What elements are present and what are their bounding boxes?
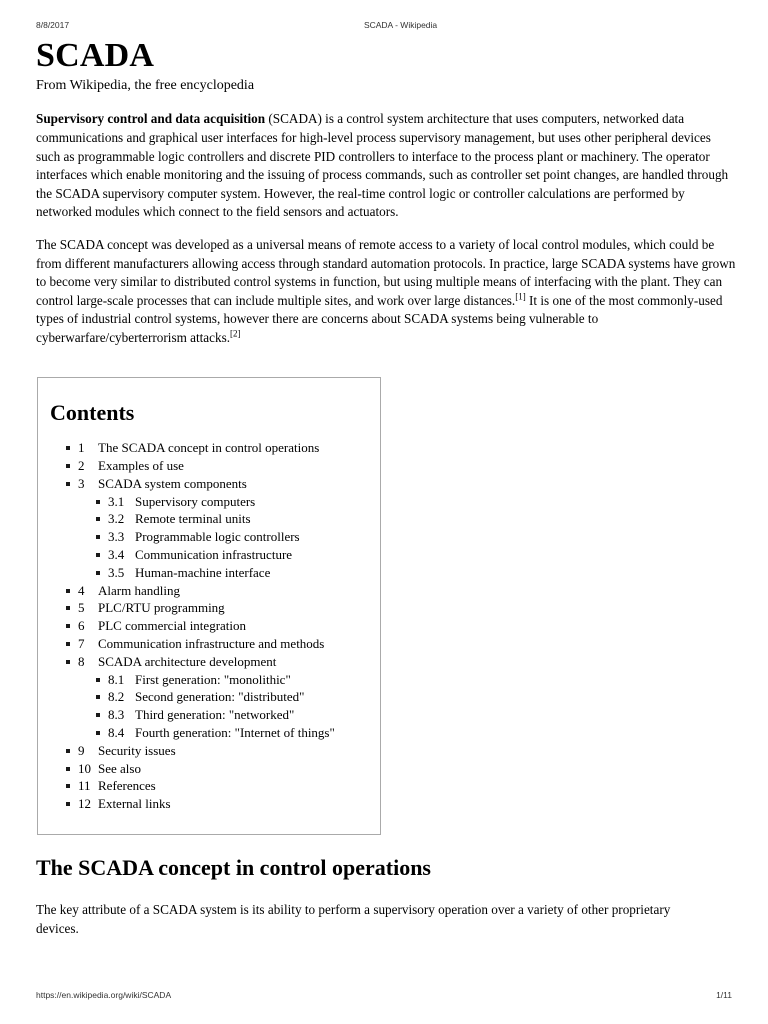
toc-item-label: Communication infrastructure	[135, 546, 293, 562]
second-paragraph	[36, 236, 736, 348]
toc-item-label: See also	[98, 760, 141, 776]
toc-item[interactable]	[78, 475, 380, 582]
bullet-icon	[66, 446, 70, 450]
bullet-icon	[96, 517, 100, 521]
toc-item-label: PLC/RTU programming	[98, 600, 225, 616]
citation-link-1[interactable]: [1]	[515, 291, 526, 302]
second-paragraph-part-1: The SCADA concept was developed as a universal means of remote access to a variety of local control modules, which could be from different manufacturers allowing access through standard automation protocols. In practice, large SCADA systems have grown to become very similar to distributed control systems in function, but using multiple means of interfacing with the plant. They can control large-scale processes that can include multiple sites, and work over large distances.	[36, 237, 736, 308]
bullet-icon	[96, 571, 100, 575]
toc-item[interactable]	[108, 510, 380, 528]
toc-item[interactable]	[78, 777, 380, 795]
toc-item[interactable]	[108, 706, 380, 724]
toc-item-row	[78, 742, 176, 760]
toc-item-number: 2	[78, 457, 85, 473]
toc-item-label: References	[98, 778, 156, 794]
print-footer	[36, 988, 732, 1002]
bullet-icon	[66, 749, 70, 753]
toc-item[interactable]	[108, 493, 380, 511]
toc-item-number: 8.3	[108, 707, 125, 723]
toc-item-label: Supervisory computers	[135, 493, 256, 509]
toc-item-row	[78, 760, 141, 778]
print-date: 8/8/2017	[36, 20, 70, 30]
closing-paragraph: The key attribute of a SCADA system is its ability to perform a supervisory operation over a variety of other proprietary devices.	[36, 902, 671, 936]
toc-item-number: 8.4	[108, 724, 125, 740]
toc-title: Contents	[50, 400, 135, 425]
toc-item[interactable]	[108, 546, 380, 564]
toc-item[interactable]	[78, 635, 380, 653]
toc-item[interactable]	[108, 688, 380, 706]
toc-item-number: 10	[78, 760, 91, 776]
bullet-icon	[66, 642, 70, 646]
bullet-icon	[66, 660, 70, 664]
toc-item-number: 9	[78, 742, 85, 758]
page-number: 1/11	[716, 990, 732, 1000]
toc-sublist	[78, 493, 380, 582]
toc-item-row	[108, 706, 294, 724]
toc-item-number: 3	[78, 475, 85, 491]
toc-item-number: 5	[78, 600, 85, 616]
toc-item[interactable]	[78, 617, 380, 635]
section-heading: The SCADA concept in control operations	[36, 855, 431, 880]
toc-item[interactable]	[78, 457, 380, 475]
bullet-icon	[66, 767, 70, 771]
toc-item-label: Security issues	[98, 742, 176, 758]
toc-item-row	[78, 457, 184, 475]
toc-item[interactable]	[78, 653, 380, 742]
table-of-contents	[37, 377, 381, 835]
print-document-title: SCADA - Wikipedia	[363, 20, 438, 30]
bullet-icon	[66, 464, 70, 468]
toc-item-label: The SCADA concept in control operations	[98, 440, 320, 456]
toc-item-number: 11	[78, 778, 91, 794]
bullet-icon	[96, 731, 100, 735]
toc-item-number: 8	[78, 653, 85, 669]
article-body	[36, 38, 736, 362]
toc-item-number: 8.1	[108, 671, 125, 687]
citation-link-2[interactable]: [2]	[230, 328, 241, 339]
toc-item-row	[78, 475, 247, 493]
toc-item-row	[78, 599, 225, 617]
article-subtitle: From Wikipedia, the free encyclopedia	[36, 77, 255, 93]
toc-item-label: SCADA system components	[98, 475, 247, 491]
toc-item-label: Human-machine interface	[135, 564, 271, 580]
toc-item-number: 3.4	[108, 546, 125, 562]
toc-item-row	[78, 439, 319, 457]
bullet-icon	[66, 624, 70, 628]
toc-item-number: 3.1	[108, 493, 125, 509]
toc-item-label: Examples of use	[98, 457, 184, 473]
bullet-icon	[96, 678, 100, 682]
toc-item-row	[78, 582, 180, 600]
toc-item-number: 3.5	[108, 564, 125, 580]
toc-item-label: Remote terminal units	[135, 511, 251, 527]
toc-item-number: 12	[78, 796, 91, 812]
bullet-icon	[66, 606, 70, 610]
toc-sublist	[78, 671, 380, 742]
toc-item[interactable]	[78, 582, 380, 600]
page-title: SCADA	[36, 37, 155, 74]
toc-item-row	[78, 617, 246, 635]
toc-item-number: 4	[78, 582, 85, 598]
toc-item-row	[108, 724, 335, 742]
toc-item[interactable]	[78, 439, 380, 457]
bullet-icon	[96, 553, 100, 557]
bullet-icon	[66, 784, 70, 788]
toc-item-number: 7	[78, 635, 85, 651]
toc-item-row	[108, 671, 291, 689]
toc-item-label: Second generation: "distributed"	[135, 689, 305, 705]
toc-item-label: SCADA architecture development	[98, 653, 277, 669]
second-paragraph-part-2: It is one of the most commonly-used types of industrial control systems, however there are concerns about SCADA systems being vulnerable to cyberwarfare/cyberterrorism attacks.	[36, 292, 723, 346]
toc-item-label: Alarm handling	[98, 582, 180, 598]
bullet-icon	[96, 500, 100, 504]
toc-item-row	[108, 528, 300, 546]
toc-item-label: Fourth generation: "Internet of things"	[135, 724, 335, 740]
toc-item-row	[108, 546, 292, 564]
bullet-icon	[96, 535, 100, 539]
bullet-icon	[96, 695, 100, 699]
toc-item-number: 1	[78, 440, 85, 456]
toc-item-number: 3.2	[108, 511, 125, 527]
bullet-icon	[66, 802, 70, 806]
toc-item-row	[108, 688, 304, 706]
toc-item[interactable]	[108, 724, 380, 742]
toc-item-row	[108, 564, 270, 582]
toc-item-row	[78, 635, 324, 653]
lead-paragraph	[36, 110, 736, 222]
bullet-icon	[66, 589, 70, 593]
toc-list	[38, 439, 380, 813]
toc-item[interactable]	[78, 760, 380, 778]
toc-item[interactable]	[108, 564, 380, 582]
toc-item[interactable]	[108, 671, 380, 689]
source-url: https://en.wikipedia.org/wiki/SCADA	[36, 990, 172, 1000]
closing-paragraph-wrapper	[36, 901, 706, 938]
toc-item-label: External links	[98, 796, 171, 812]
toc-item-row	[78, 653, 276, 671]
toc-item-row	[78, 795, 171, 813]
toc-item-number: 6	[78, 618, 85, 634]
toc-item-label: Third generation: "networked"	[135, 707, 295, 723]
toc-item-label: First generation: "monolithic"	[135, 671, 291, 687]
toc-item-row	[108, 493, 255, 511]
toc-item[interactable]	[108, 528, 380, 546]
bullet-icon	[66, 482, 70, 486]
print-header	[36, 18, 732, 32]
bullet-icon	[96, 713, 100, 717]
toc-item-label: PLC commercial integration	[98, 618, 247, 634]
toc-item[interactable]	[78, 599, 380, 617]
lead-paragraph-text: (SCADA) is a control system architecture that uses computers, networked data communications and graphical user interfaces for high-level process supervisory management, but uses other peripheral devices such as programmable logic controllers and discrete PID controllers to interface to the process plant or machinery. The operator interfaces which enable monitoring and the issuing of process commands, such as controller set point changes, are handled through the SCADA supervisory computer system. However, the real-time control logic or controller calculations are performed by networked modules which connect to the field sensors and actuators.	[36, 111, 729, 220]
toc-item[interactable]	[78, 795, 380, 813]
toc-item-row	[108, 510, 251, 528]
toc-item-number: 8.2	[108, 689, 125, 705]
lead-term: Supervisory control and data acquisition	[36, 111, 266, 127]
toc-item-number: 3.3	[108, 529, 125, 545]
toc-item[interactable]	[78, 742, 380, 760]
toc-item-label: Communication infrastructure and methods	[98, 635, 325, 651]
toc-item-row	[78, 777, 156, 795]
toc-item-label: Programmable logic controllers	[135, 529, 300, 545]
